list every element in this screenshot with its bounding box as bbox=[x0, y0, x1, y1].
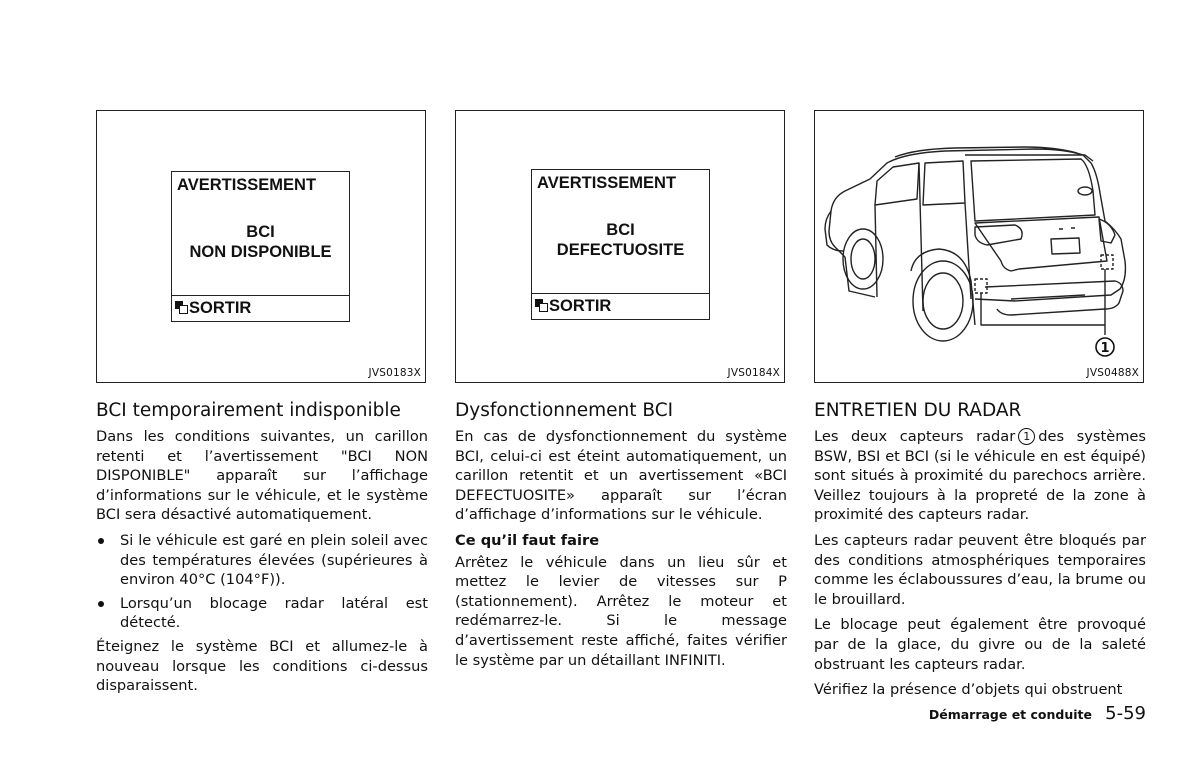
callout-number: 1 bbox=[1100, 341, 1110, 356]
bullet-item: Si le véhicule est garé en plein soleil avec des températures élevées (supérieures à environ 40°C (104°F)). bbox=[96, 531, 428, 590]
paragraph-1: Les deux capteurs radar 1 des systèmes BSW, BSI et BCI (si le véhicule en est équipé) sont situés à proximité du parechocs arrière. Veillez toujours à la propreté de la zone à proximité des capteurs radar. bbox=[814, 428, 1147, 524]
figure-code: JVS0184X bbox=[727, 367, 780, 379]
bullet-icon bbox=[98, 538, 104, 544]
warning-line-1: BCI bbox=[246, 223, 275, 241]
figure-code: JVS0488X bbox=[1086, 367, 1139, 379]
figure-bci-malfunction bbox=[455, 110, 785, 383]
body-paragraph: Arrêtez le véhicule dans un lieu sûr et mettez le levier de vitesses sur P (stationnement). Arrêtez le moteur et redémarrez-le. Si le message d’avertissement reste affiché, faites vérifier le système par un détaillant INFINITI. bbox=[455, 553, 787, 669]
warning-display bbox=[531, 169, 710, 320]
callout-1-icon: 1 bbox=[1018, 428, 1035, 445]
warning-footer bbox=[172, 295, 349, 321]
paragraph-4: Vérifiez la présence d’objets qui obstruent bbox=[814, 681, 1123, 699]
paragraph-3: Le blocage peut également être provoqué par de la glace, du givre ou de la saleté obstruant les capteurs radar. bbox=[814, 616, 1146, 673]
section-heading: BCI temporairement indisponible bbox=[96, 400, 401, 421]
warning-line-2: NON DISPONIBLE bbox=[189, 243, 332, 261]
figure-bci-unavailable bbox=[96, 110, 426, 383]
exit-label: SORTIR bbox=[189, 299, 252, 317]
column-bci-malfunction bbox=[455, 399, 787, 676]
callout-1 bbox=[1096, 338, 1114, 356]
figure-radar-sensors bbox=[814, 110, 1144, 383]
exit-label: SORTIR bbox=[549, 297, 612, 315]
column-bci-unavailable bbox=[96, 399, 428, 702]
column-radar-maintenance bbox=[814, 399, 1146, 706]
intro-paragraph: Dans les conditions suivantes, un carillon retenti et l’avertissement "BCI NON DISPONIBLE" apparaît sur l’affichage d’informations sur le véhicule, et le système BCI sera désactivé automatiquement. bbox=[96, 428, 428, 524]
figure-code: JVS0183X bbox=[368, 367, 421, 379]
section-footer: Démarrage et conduite bbox=[928, 707, 1092, 722]
warning-heading: AVERTISSEMENT bbox=[537, 174, 677, 192]
warning-footer bbox=[532, 293, 709, 319]
intro-paragraph: En cas de dysfonctionnement du système BCI, celui-ci est éteint automatiquement, un carillon retentit et un avertissement «BCI DEFECTUOSITE» apparaît sur l’écran d’affichage d’informations sur le véhicule. bbox=[455, 428, 787, 524]
outro-paragraph: Éteignez le système BCI et allumez-le à nouveau lorsque les conditions ci-dessus disparaissent. bbox=[96, 637, 428, 695]
section-heading: ENTRETIEN DU RADAR bbox=[814, 400, 1022, 421]
bullet-item: Lorsqu’un blocage radar latéral est détecté. bbox=[96, 594, 428, 633]
warning-line-2: DEFECTUOSITE bbox=[556, 241, 685, 259]
exit-button-icon bbox=[535, 299, 548, 312]
subheading: Ce qu’il faut faire bbox=[455, 531, 600, 549]
warning-line-1: BCI bbox=[606, 221, 635, 239]
section-heading: Dysfonctionnement BCI bbox=[455, 400, 674, 421]
vehicle-rear-illustration bbox=[815, 111, 1142, 381]
exit-button-icon bbox=[175, 301, 188, 314]
warning-display bbox=[171, 171, 350, 322]
paragraph-2: Les capteurs radar peuvent être bloqués par des conditions atmosphériques temporaires comme les éclaboussures d’eau, la brume ou le brouillard. bbox=[814, 531, 1146, 608]
page-number: 5-59 bbox=[1105, 703, 1146, 724]
warning-heading: AVERTISSEMENT bbox=[177, 176, 317, 194]
bullet-icon bbox=[98, 601, 104, 607]
